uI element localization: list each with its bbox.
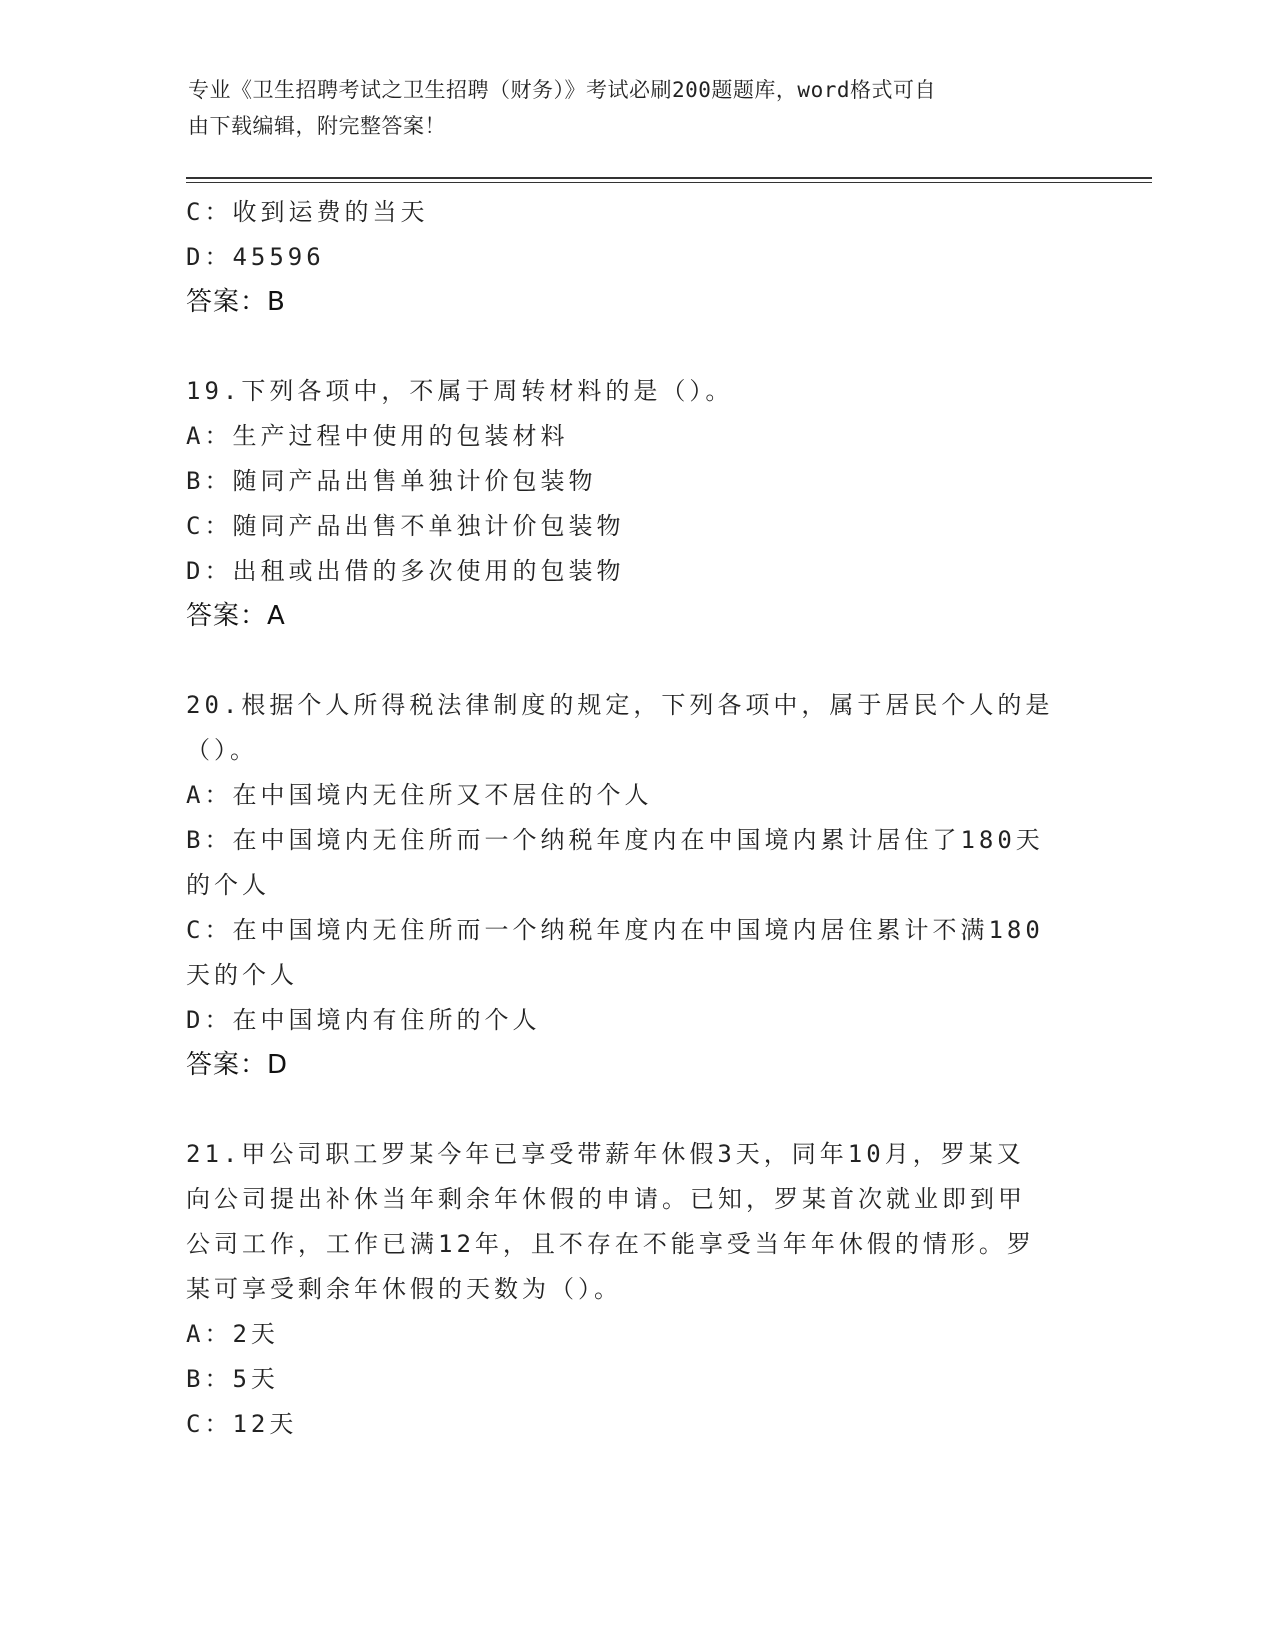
option-c: C：随同产品出售不单独计价包装物 xyxy=(186,512,625,540)
option-c: C：收到运费的当天 xyxy=(186,198,429,226)
option-c: C：12天 xyxy=(186,1410,298,1438)
option-a: A：生产过程中使用的包装材料 xyxy=(186,422,569,450)
header-rule-top xyxy=(186,177,1152,179)
spacer xyxy=(186,325,1086,369)
answer-line: 答案：D xyxy=(186,1050,289,1080)
question-20 xyxy=(186,683,1086,1088)
question-21 xyxy=(186,1132,1086,1447)
spacer xyxy=(186,639,1086,683)
question-stem-line-4: 某可享受剩余年休假的天数为（）。 xyxy=(186,1275,622,1303)
option-a: A：在中国境内无住所又不居住的个人 xyxy=(186,781,653,809)
spacer xyxy=(186,1088,1086,1132)
option-a: A：2天 xyxy=(186,1320,279,1348)
option-d: D：45596 xyxy=(186,243,325,271)
document-header xyxy=(188,72,1068,144)
question-stem: 19.下列各项中，不属于周转材料的是（）。 xyxy=(186,377,734,405)
answer-line: 答案：B xyxy=(186,287,286,317)
option-d: D：出租或出借的多次使用的包装物 xyxy=(186,557,625,585)
header-line-2: 由下载编辑，附完整答案！ xyxy=(188,114,446,138)
answer-line: 答案：A xyxy=(186,601,286,631)
option-b: B：5天 xyxy=(186,1365,279,1393)
question-19 xyxy=(186,369,1086,639)
option-b: B：随同产品出售单独计价包装物 xyxy=(186,467,597,495)
option-d: D：在中国境内有住所的个人 xyxy=(186,1006,541,1034)
option-b-line-1: B：在中国境内无住所而一个纳税年度内在中国境内累计居住了180天 xyxy=(186,826,1044,854)
option-c-line-1: C：在中国境内无住所而一个纳税年度内在中国境内居住累计不满180 xyxy=(186,916,1044,944)
question-stem-line-1: 21.甲公司职工罗某今年已享受带薪年休假3天，同年10月，罗某又 xyxy=(186,1140,1025,1168)
prev-question-block xyxy=(186,190,1086,325)
option-b-line-2: 的个人 xyxy=(186,871,270,899)
option-c-line-2: 天的个人 xyxy=(186,961,298,989)
question-stem-line-2: 向公司提出补休当年剩余年休假的申请。已知，罗某首次就业即到甲 xyxy=(186,1185,1026,1213)
question-stem-line-1: 20.根据个人所得税法律制度的规定，下列各项中，属于居民个人的是 xyxy=(186,691,1054,719)
question-stem-line-3: 公司工作，工作已满12年，且不存在不能享受当年年休假的情形。罗 xyxy=(186,1230,1035,1258)
header-rule-bottom xyxy=(186,182,1152,183)
document-body xyxy=(186,190,1086,1447)
header-line-1: 专业《卫生招聘考试之卫生招聘（财务）》考试必刷200题题库，word格式可自 xyxy=(188,78,936,102)
question-stem-line-2: （）。 xyxy=(186,736,258,764)
